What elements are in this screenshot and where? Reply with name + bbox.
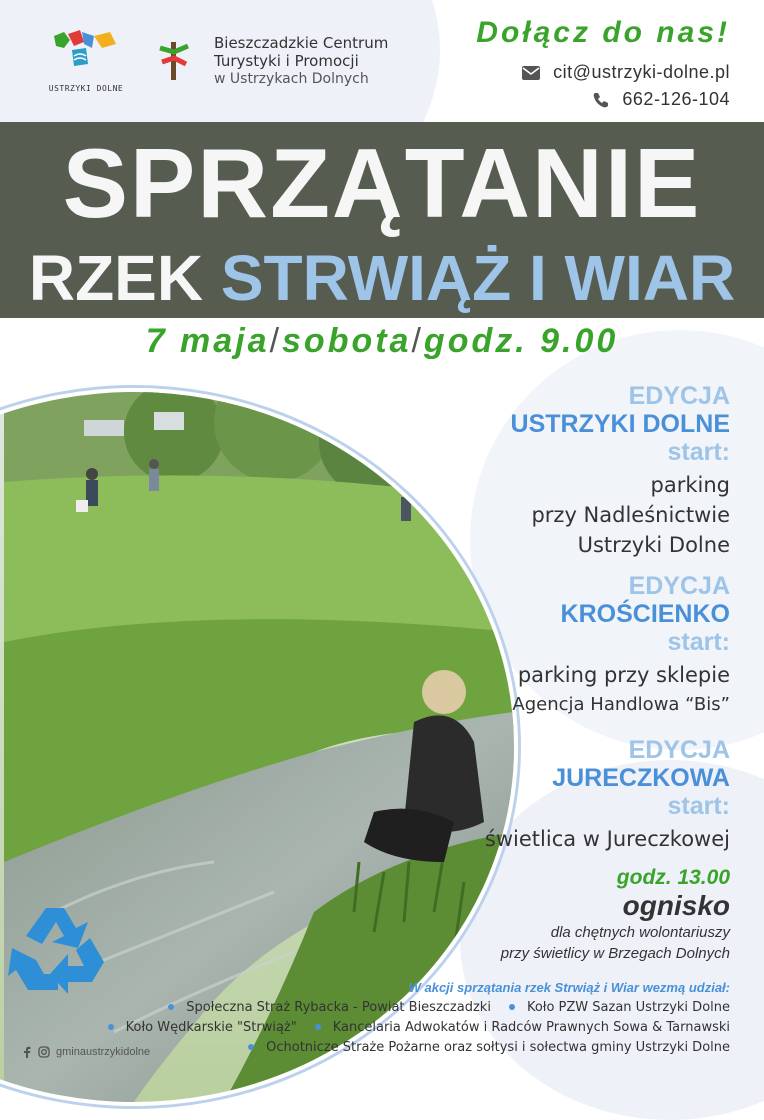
phone-icon: [592, 91, 610, 109]
edition-place-line: parking przy sklepie: [517, 663, 730, 687]
subtitle-rivers: STRWIĄŻ I WIAR: [220, 242, 736, 314]
email-contact[interactable]: [521, 62, 730, 83]
date-time: godz. 9.00: [423, 322, 619, 360]
edition-start: start:: [667, 438, 730, 466]
edition-start: start:: [667, 628, 730, 656]
bctip-logo-icon: [156, 38, 192, 87]
edition-place-line: Agencja Handlowa “Bis”: [512, 694, 730, 715]
edition-name: JURECZKOWA: [552, 764, 730, 792]
org-name-line-3: w Ustrzykach Dolnych: [214, 71, 369, 87]
edition-place-line: parking: [650, 473, 730, 497]
social-handle[interactable]: [22, 1046, 150, 1058]
date-separator: /: [411, 322, 424, 360]
org-name-line-2: Turystyki i Promocji: [214, 52, 359, 70]
bullet-icon: [168, 1004, 174, 1010]
edition-label: EDYCJA: [628, 382, 730, 410]
bonfire-location: przy świetlicy w Brzegach Dolnych: [500, 945, 730, 962]
edition-label: EDYCJA: [628, 572, 730, 600]
bullet-icon: [315, 1024, 321, 1030]
recycle-icon: [6, 898, 116, 1002]
event-date: [0, 322, 764, 361]
logo-label: USTRZYKI DOLNE: [48, 84, 124, 93]
header: [0, 0, 764, 122]
subtitle-rzek: RZEK: [28, 242, 204, 314]
phone-contact[interactable]: [592, 89, 730, 110]
participant-item: Koło Wędkarskie "Strwiąż": [125, 1020, 297, 1035]
edition-label: EDYCJA: [628, 736, 730, 764]
ustrzyki-dolne-logo: [46, 26, 126, 96]
edition-place-line: Ustrzyki Dolne: [577, 533, 730, 557]
email-address[interactable]: cit@ustrzyki-dolne.pl: [553, 62, 730, 82]
org-name-line-1: Bieszczadzkie Centrum: [214, 34, 389, 52]
bonfire-title: ognisko: [622, 890, 730, 921]
participants-row: [90, 1020, 730, 1035]
bullet-icon: [108, 1024, 114, 1030]
bonfire-time: godz. 13.00: [616, 866, 730, 889]
instagram-icon[interactable]: [38, 1046, 50, 1058]
edition-place-line: świetlica w Jureczkowej: [484, 827, 730, 851]
subtitle: [0, 240, 764, 316]
edition-place-line: przy Nadleśnictwie: [531, 503, 730, 527]
edition-name: KROŚCIENKO: [560, 600, 730, 628]
participants-row: [230, 1040, 730, 1055]
date-separator: /: [269, 322, 283, 360]
date-weekday: sobota: [282, 322, 412, 360]
participants-row: [150, 1000, 730, 1015]
bullet-icon: [248, 1044, 254, 1050]
date-day: 7 maja: [145, 322, 270, 360]
participant-item: Kancelaria Adwokatów i Radców Prawnych Sowa & Tarnawski: [332, 1020, 730, 1035]
bullet-icon: [509, 1004, 515, 1010]
social-handle-text[interactable]: gminaustrzykidolne: [56, 1046, 151, 1058]
bonfire-description: dla chętnych wolontariuszy: [550, 924, 730, 941]
participant-item: Społeczna Straż Rybacka - Powiat Bieszczadzki: [186, 1000, 491, 1015]
mail-icon: [521, 65, 541, 81]
facebook-icon[interactable]: [22, 1046, 32, 1058]
participants-heading: W akcji sprzątania rzek Strwiąż i Wiar wezmą udział:: [408, 980, 730, 995]
participant-item: Koło PZW Sazan Ustrzyki Dolne: [526, 1000, 730, 1015]
edition-kroscienko: [512, 572, 730, 720]
organization-name: [214, 34, 388, 88]
edition-name: USTRZYKI DOLNE: [510, 410, 730, 438]
main-title: SPRZĄTANIE: [62, 128, 702, 238]
edition-ustrzyki-dolne: [511, 382, 730, 560]
bonfire-info: [501, 866, 730, 964]
participant-item: Ochotnicze Straże Pożarne oraz sołtysi i sołectwa gminy Ustrzyki Dolne: [266, 1040, 730, 1055]
edition-start: start:: [667, 792, 730, 820]
join-us-heading: Dołącz do nas!: [476, 16, 730, 49]
edition-jureczkowa: [485, 736, 730, 854]
phone-number[interactable]: 662-126-104: [622, 89, 730, 109]
ustrzyki-dolne-logo-mark: [46, 26, 126, 82]
